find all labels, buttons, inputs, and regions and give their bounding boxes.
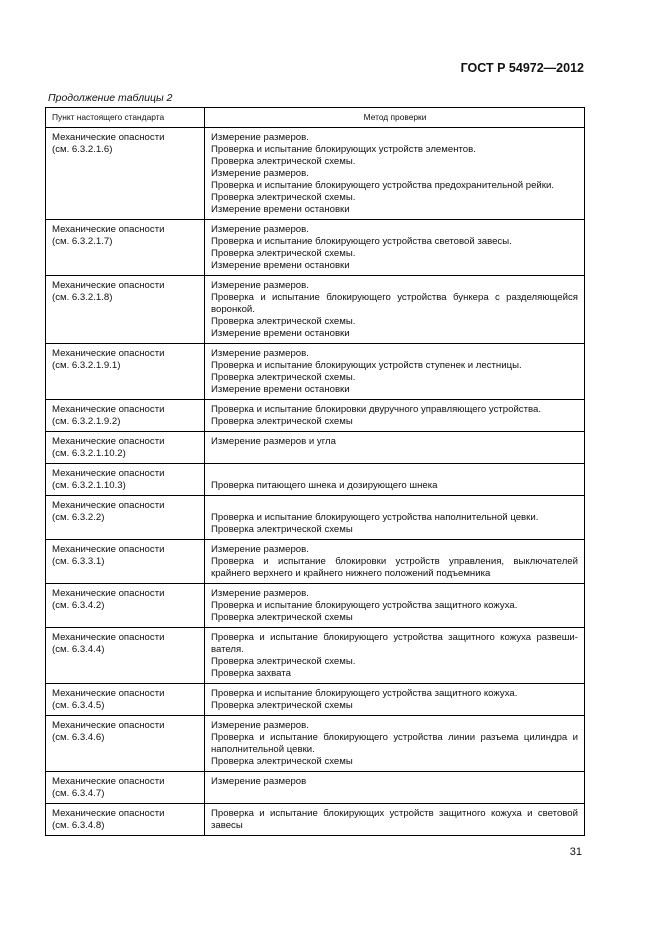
table-row	[46, 772, 585, 804]
clause-line: (см. 6.3.2.1.7)	[52, 236, 113, 247]
method-cell	[205, 464, 585, 496]
clause-line: Механические опасности	[52, 588, 165, 599]
clause-line: (см. 6.3.2.2)	[52, 512, 105, 523]
method-cell	[205, 432, 585, 464]
method-line: Проверка и испытание блокирующего устройства световой завесы.	[211, 236, 512, 247]
method-line: Измерение времени остановки	[211, 328, 350, 339]
clause-line: (см. 6.3.2.1.9.2)	[52, 416, 121, 427]
method-line: Измерение размеров	[211, 776, 307, 787]
clause-line: Механические опасности	[52, 808, 165, 819]
clause-line: (см. 6.3.3.1)	[52, 556, 105, 567]
clause-cell	[46, 276, 205, 344]
method-cell	[205, 220, 585, 276]
method-line: Измерение размеров.	[211, 132, 309, 143]
method-cell	[205, 540, 585, 584]
clause-line: (см. 6.3.4.2)	[52, 600, 105, 611]
method-line: Измерение размеров и угла	[211, 436, 336, 447]
document-header: ГОСТ Р 54972—2012	[460, 61, 584, 75]
table-row	[46, 584, 585, 628]
clause-line: Механические опасности	[52, 688, 165, 699]
clause-line: Механические опасности	[52, 468, 165, 479]
method-cell	[205, 684, 585, 716]
clause-line: Механические опасности	[52, 348, 165, 359]
method-line: Проверка электрической схемы	[211, 612, 353, 623]
method-line: Проверка и испытание блокирующих устройств защитного кожуха и световой завесы	[211, 808, 581, 831]
method-line: Проверка и испытание блокирующего устройства защитного кожуха.	[211, 600, 518, 611]
method-line: Проверка и испытание блокирующего устройства защитного кожуха развеши-вателя.	[211, 632, 578, 655]
clause-line: (см. 6.3.4.7)	[52, 788, 105, 799]
column-header-method: Метод проверки	[205, 108, 585, 128]
method-cell	[205, 716, 585, 772]
method-line: Проверка питающего шнека и дозирующего шнека	[211, 480, 438, 491]
method-line: Проверка электрической схемы.	[211, 156, 356, 167]
clause-line: (см. 6.3.2.1.6)	[52, 144, 113, 155]
table-row	[46, 344, 585, 400]
method-line: Проверка и испытание блокирующего устройства защитного кожуха.	[211, 688, 518, 699]
method-line: Измерение времени остановки	[211, 204, 350, 215]
method-cell	[205, 496, 585, 540]
table-row	[46, 464, 585, 496]
method-line	[211, 468, 578, 480]
clause-line: (см. 6.3.4.6)	[52, 732, 105, 743]
clause-cell	[46, 540, 205, 584]
page-number: 31	[569, 846, 582, 858]
method-line: Измерение размеров.	[211, 348, 309, 359]
method-line: Проверка и испытание блокирующего устройства наполнительной цевки.	[211, 512, 539, 523]
clause-cell	[46, 804, 205, 836]
clause-line: Механические опасности	[52, 404, 165, 415]
method-line: Проверка захвата	[211, 668, 291, 679]
method-cell	[205, 276, 585, 344]
table-row	[46, 804, 585, 836]
table-row	[46, 628, 585, 684]
table-row	[46, 276, 585, 344]
clause-cell	[46, 716, 205, 772]
clause-cell	[46, 496, 205, 540]
clause-line: Механические опасности	[52, 224, 165, 235]
method-cell	[205, 584, 585, 628]
table-row	[46, 400, 585, 432]
method-cell	[205, 400, 585, 432]
clause-line: Механические опасности	[52, 436, 165, 447]
method-line: Измерение времени остановки	[211, 384, 350, 395]
clause-line: (см. 6.3.4.8)	[52, 820, 105, 831]
method-line: Проверка и испытание блокировки устройств управления, выключателей крайнего верхнего и крайнего нижнего положений подъемника	[211, 556, 581, 579]
table-row	[46, 128, 585, 220]
clause-line: (см. 6.3.2.1.10.2)	[52, 448, 126, 459]
clause-cell	[46, 128, 205, 220]
clause-cell	[46, 432, 205, 464]
method-line: Проверка электрической схемы.	[211, 656, 356, 667]
method-line: Проверка электрической схемы	[211, 700, 353, 711]
method-line: Проверка электрической схемы	[211, 416, 353, 427]
method-cell	[205, 128, 585, 220]
method-cell	[205, 772, 585, 804]
method-line: Проверка и испытание блокирующих устройств элементов.	[211, 144, 476, 155]
method-cell	[205, 344, 585, 400]
clause-cell	[46, 772, 205, 804]
table-row	[46, 220, 585, 276]
table-header-row	[46, 108, 585, 128]
method-line: Проверка электрической схемы.	[211, 192, 356, 203]
clause-line: (см. 6.3.2.1.8)	[52, 292, 113, 303]
method-cell	[205, 628, 585, 684]
table-body	[46, 128, 585, 836]
method-line: Измерение размеров.	[211, 224, 309, 235]
clause-cell	[46, 684, 205, 716]
method-line: Проверка и испытание блокирующего устройства линии разъема цилиндра и наполнительной цевки.	[211, 732, 581, 755]
clause-line: Механические опасности	[52, 500, 165, 511]
table-row	[46, 432, 585, 464]
method-line: Проверка электрической схемы	[211, 524, 353, 535]
method-line: Измерение времени остановки	[211, 260, 350, 271]
method-line: Измерение размеров.	[211, 544, 309, 555]
method-line: Измерение размеров.	[211, 588, 309, 599]
method-line: Проверка электрической схемы.	[211, 248, 356, 259]
method-line: Измерение размеров.	[211, 720, 309, 731]
clause-cell	[46, 400, 205, 432]
clause-line: Механические опасности	[52, 632, 165, 643]
clause-line: Механические опасности	[52, 776, 165, 787]
verification-table	[45, 107, 585, 836]
clause-line: (см. 6.3.2.1.9.1)	[52, 360, 121, 371]
clause-cell	[46, 220, 205, 276]
clause-cell	[46, 344, 205, 400]
clause-line: (см. 6.3.4.5)	[52, 700, 105, 711]
clause-cell	[46, 584, 205, 628]
clause-line: Механические опасности	[52, 720, 165, 731]
table-row	[46, 496, 585, 540]
method-line	[211, 500, 578, 512]
clause-line: (см. 6.3.2.1.10.3)	[52, 480, 126, 491]
method-line: Проверка и испытание блокирующих устройств ступенек и лестницы.	[211, 360, 522, 371]
method-line: Проверка электрической схемы.	[211, 316, 356, 327]
method-cell	[205, 804, 585, 836]
clause-line: Механические опасности	[52, 544, 165, 555]
method-line: Измерение размеров.	[211, 168, 309, 179]
method-line: Проверка и испытание блокировки двуручного управляющего устройства.	[211, 404, 541, 415]
method-line: Измерение размеров.	[211, 280, 309, 291]
method-line: Проверка электрической схемы	[211, 756, 353, 767]
clause-line: Механические опасности	[52, 132, 165, 143]
method-line: Проверка и испытание блокирующего устройства предохранительной рейки.	[211, 180, 554, 191]
clause-cell	[46, 464, 205, 496]
method-line: Проверка и испытание блокирующего устройства бункера с разделяющейся воронкой.	[211, 292, 581, 315]
table-caption: Продолжение таблицы 2	[48, 92, 173, 104]
table-row	[46, 540, 585, 584]
method-line: Проверка электрической схемы.	[211, 372, 356, 383]
clause-line: (см. 6.3.4.4)	[52, 644, 105, 655]
table-row	[46, 684, 585, 716]
clause-cell	[46, 628, 205, 684]
column-header-clause: Пункт настоящего стандарта	[46, 108, 205, 128]
clause-line: Механические опасности	[52, 280, 165, 291]
table-row	[46, 716, 585, 772]
